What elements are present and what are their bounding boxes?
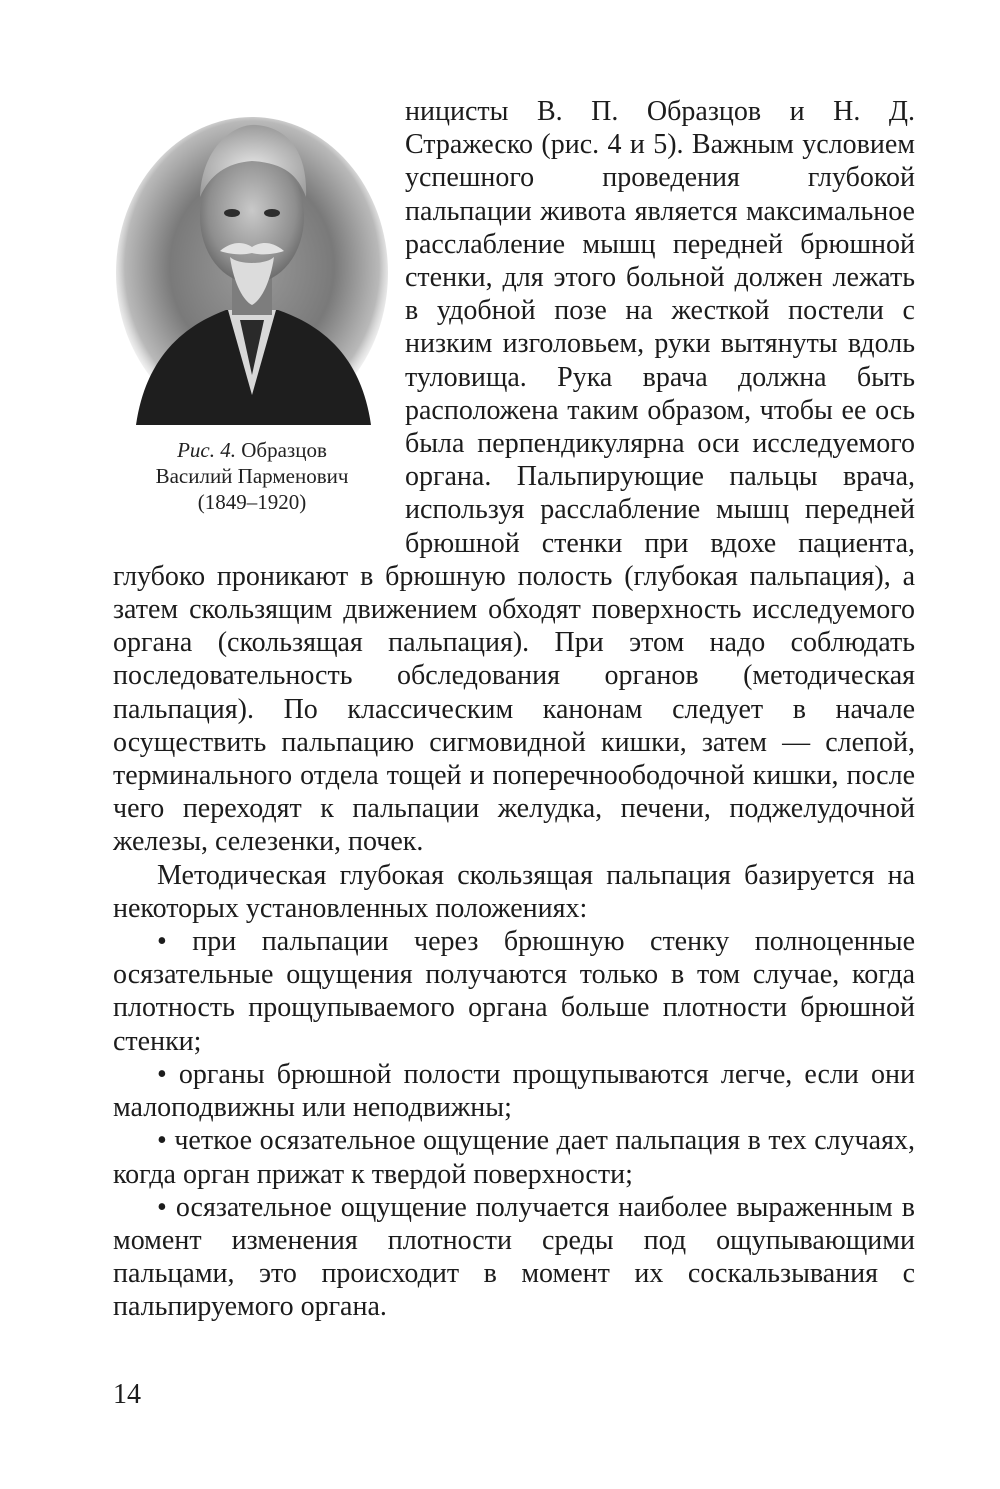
paragraph-methodical: Методическая глубокая скользящая пальпация базируется на некоторых установленных положениях: [113, 859, 915, 924]
bullet-item: • при пальпации через брюшную стенку полноценные осязательные ощущения получаются только в том случае, когда плотность прощупываемого органа больше плотности брюшной стенки; [113, 926, 915, 1057]
figure-caption [113, 437, 391, 515]
bullet-item: • четкое осязательное ощущение дает пальпация в тех случаях, когда орган прижат к твердой поверхности; [113, 1125, 915, 1190]
figure-name-given: Василий Парменович [155, 464, 349, 488]
portrait-image [116, 105, 388, 425]
figure-label: Рис. 4. [177, 438, 237, 462]
figure-4 [113, 95, 391, 557]
page-content [113, 95, 915, 1425]
bullet-item: • органы брюшной полости прощупываются легче, если они малоподвижны или неподвижны; [113, 1058, 915, 1124]
figure-name-surname: Образцов [241, 438, 327, 462]
paragraph-intro: ницисты В. П. Образцов и Н. Д. Стражеско (рис. 4 и 5). Важным условием успешного проведения глубокой пальпации живота является максимальное расслабление мышц передней брюшной стенки, для этого больной должен лежать в удобной позе на жесткой постели с низким изголовьем, руки вытянуты вдоль туловища. Рука врача должна быть расположена таким образом, чтобы ее ось была перпендикулярна оси исследуемого органа. Пальпирующие пальцы врача, используя расслабление мышц передней брюшной стенки при вдохе пациента, глубоко проникают в брюшную полость (глубокая пальпация), а затем скользящим движением обходят поверхность исследуемого органа (скользящая пальпация). При этом надо соблюдать последовательность обследования органов (методическая пальпация). По классическим канонам следует в начале осуществить пальпацию сигмовидной кишки, затем — слепой, терминального отдела тощей и поперечноободочной кишки, после чего переходят к пальпации желудка, печени, поджелудочной железы, селезенки, почек. [113, 96, 915, 858]
page-number: 14 [113, 1379, 141, 1410]
figure-years: (1849–1920) [197, 490, 307, 514]
bullet-item: • осязательное ощущение получается наиболее выраженным в момент изменения плотности среды под ощупывающими пальцами, это происходит в момент их соскальзывания с пальпируемого органа. [113, 1191, 915, 1323]
